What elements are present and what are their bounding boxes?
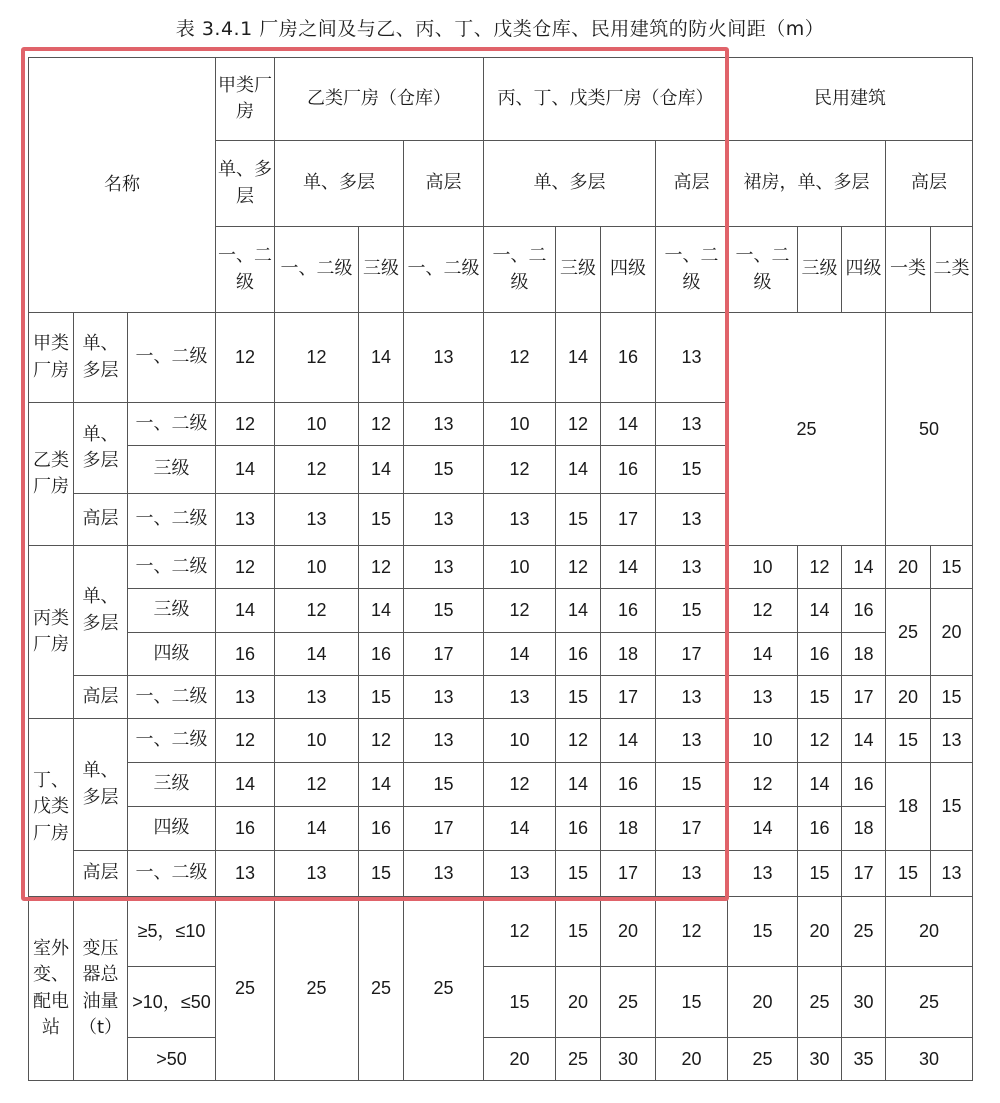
cell: 30 [842,967,886,1038]
cell: 13 [931,719,973,763]
cell: 15 [728,897,798,967]
cell: 25 [601,967,656,1038]
grade-header: 四级 [842,227,886,313]
cell: 20 [886,676,931,719]
cell: 12 [484,589,556,633]
cell: 16 [798,807,842,851]
cell: 15 [798,676,842,719]
cell: 12 [216,403,275,446]
cell: 20 [484,1038,556,1081]
table-title: 表 3.4.1 厂房之间及与乙、丙、丁、戊类仓库、民用建筑的防火间距（m） [175,18,825,40]
group-jia: 甲类厂房 [29,313,74,403]
header-civil-podium: 裙房，单、多层 [728,141,886,227]
grade-label: 一、二级 [128,546,216,589]
cell: 15 [359,494,404,546]
grade-header: 三级 [556,227,601,313]
cell: 15 [886,719,931,763]
cell: 15 [404,589,484,633]
cell: 20 [886,897,973,967]
cell: 16 [359,807,404,851]
cell: 12 [275,589,359,633]
cell: 12 [484,763,556,807]
grade-header: 三级 [798,227,842,313]
sub-high: 高层 [74,676,128,719]
grade-label: 三级 [128,763,216,807]
header-bdw-high: 高层 [656,141,728,227]
cell: 17 [656,807,728,851]
cell: 15 [556,676,601,719]
grade-label: 一、二级 [128,676,216,719]
cell: 14 [216,446,275,494]
cell: 15 [656,589,728,633]
cell: 18 [842,807,886,851]
cell: 12 [216,719,275,763]
cell: 13 [216,494,275,546]
table-row [29,546,973,589]
sub-single-multi: 单、多层 [74,403,128,494]
cell: 13 [484,494,556,546]
grade-label: 一、二级 [128,851,216,897]
grade-header: 一、二级 [216,227,275,313]
cell: 20 [601,897,656,967]
cell: 10 [484,546,556,589]
cell: 15 [404,446,484,494]
cell: 13 [404,403,484,446]
cell: 16 [601,589,656,633]
cell: 12 [798,719,842,763]
cell: 14 [216,763,275,807]
cell: 12 [359,546,404,589]
cell: 13 [656,403,728,446]
cell: 13 [404,313,484,403]
sub-high: 高层 [74,494,128,546]
cell: 14 [601,403,656,446]
cell: 12 [556,719,601,763]
cell: 13 [656,546,728,589]
cell: 17 [601,851,656,897]
group-bing: 丙类厂房 [29,546,74,719]
cell: 10 [275,719,359,763]
cell: 30 [601,1038,656,1081]
cell: 14 [359,446,404,494]
cell: 16 [601,313,656,403]
cell: 15 [886,851,931,897]
cell: 12 [656,897,728,967]
grade-header: 一、二级 [404,227,484,313]
header-bdw-single-multi: 单、多层 [484,141,656,227]
table-row [29,676,973,719]
sub-single-multi: 单、多层 [74,719,128,851]
table-row [29,807,973,851]
sub-high: 高层 [74,851,128,897]
cell: 20 [656,1038,728,1081]
cell: 12 [275,313,359,403]
grade-label: 一、二级 [128,719,216,763]
cell-merged: 20 [931,589,973,676]
header-yi-high: 高层 [404,141,484,227]
cell: 13 [216,851,275,897]
cell: 12 [484,897,556,967]
cell: 18 [601,633,656,676]
cell: 14 [556,313,601,403]
cell: 12 [216,546,275,589]
sub-single-multi: 单、多层 [74,313,128,403]
cell: 25 [798,967,842,1038]
cell: 17 [842,851,886,897]
table-row [29,763,973,807]
cell: 15 [484,967,556,1038]
cell: 16 [556,633,601,676]
cell: 13 [404,494,484,546]
cell: 14 [359,313,404,403]
cell: 10 [484,719,556,763]
cell: 14 [842,719,886,763]
cell-merged: 25 [359,897,404,1081]
table-row [29,851,973,897]
grade-label: 一、二级 [128,313,216,403]
header-jia-single-multi: 单、多层 [216,141,275,227]
cell-merged: 25 [275,897,359,1081]
header-yi: 乙类厂房（仓库） [275,58,484,141]
grade-header: 一、二级 [484,227,556,313]
table-row [29,633,973,676]
cell-merged: 25 [404,897,484,1081]
cell: 16 [601,763,656,807]
cell: 16 [601,446,656,494]
cell: 15 [931,676,973,719]
cell: 13 [656,719,728,763]
cell: 12 [484,446,556,494]
cell: 14 [216,589,275,633]
cell: 13 [484,851,556,897]
cell-merged: 18 [886,763,931,851]
cell: 15 [404,763,484,807]
cell: 15 [556,494,601,546]
cell-merged: 15 [931,763,973,851]
cell: 15 [931,546,973,589]
cell: 14 [842,546,886,589]
header-bing-ding-wu: 丙、丁、戊类厂房（仓库） [484,58,728,141]
grade-label: 四级 [128,807,216,851]
oil-range: >10，≤50 [128,967,216,1038]
cell: 13 [404,546,484,589]
header-civil: 民用建筑 [728,58,973,141]
cell: 12 [728,589,798,633]
table-row [29,313,973,403]
grade-label: 四级 [128,633,216,676]
cell: 12 [216,313,275,403]
cell: 10 [275,403,359,446]
header-civil-high: 高层 [886,141,973,227]
cell: 17 [601,494,656,546]
cell: 14 [728,807,798,851]
group-yi: 乙类厂房 [29,403,74,546]
grade-header: 一类 [886,227,931,313]
cell: 13 [275,676,359,719]
cell: 15 [656,967,728,1038]
cell: 13 [404,851,484,897]
group-substation: 室外变、配电站 [29,897,74,1081]
table-row [29,589,973,633]
grade-header: 一、二级 [275,227,359,313]
cell: 16 [556,807,601,851]
table-row [29,1038,973,1081]
cell: 13 [931,851,973,897]
cell: 20 [728,967,798,1038]
cell: 13 [216,676,275,719]
cell: 13 [656,851,728,897]
cell: 13 [404,676,484,719]
cell: 18 [842,633,886,676]
sub-transformer-oil: 变压器总油量（t） [74,897,128,1081]
grade-label: 三级 [128,589,216,633]
cell: 12 [275,763,359,807]
grade-label: 三级 [128,446,216,494]
table-row [29,897,973,967]
cell: 10 [275,546,359,589]
cell: 17 [842,676,886,719]
cell: 16 [798,633,842,676]
cell: 12 [556,546,601,589]
cell: 12 [556,403,601,446]
cell: 16 [216,633,275,676]
cell: 13 [275,851,359,897]
cell: 14 [601,546,656,589]
cell-merged: 25 [728,313,886,546]
cell: 14 [275,633,359,676]
cell: 12 [484,313,556,403]
cell-merged: 50 [886,313,973,546]
cell: 14 [556,763,601,807]
cell: 20 [556,967,601,1038]
cell: 17 [404,633,484,676]
cell: 13 [656,676,728,719]
cell: 16 [842,589,886,633]
cell: 14 [275,807,359,851]
sub-single-multi: 单、多层 [74,546,128,676]
cell: 12 [275,446,359,494]
cell: 15 [359,676,404,719]
cell: 12 [359,403,404,446]
cell: 16 [216,807,275,851]
cell: 17 [656,633,728,676]
cell: 14 [359,763,404,807]
cell: 15 [556,851,601,897]
cell: 10 [728,546,798,589]
grade-header: 二类 [931,227,973,313]
cell: 14 [556,446,601,494]
cell: 14 [728,633,798,676]
cell: 13 [275,494,359,546]
cell: 12 [798,546,842,589]
cell: 14 [556,589,601,633]
cell: 16 [842,763,886,807]
cell: 13 [728,851,798,897]
cell: 10 [484,403,556,446]
grade-header: 三级 [359,227,404,313]
table-row [29,967,973,1038]
cell: 14 [798,763,842,807]
cell: 20 [798,897,842,967]
cell-merged: 25 [216,897,275,1081]
header-jia: 甲类厂房 [216,58,275,141]
cell: 12 [728,763,798,807]
cell: 10 [728,719,798,763]
cell: 18 [601,807,656,851]
cell: 25 [886,967,973,1038]
cell: 35 [842,1038,886,1081]
cell: 13 [484,676,556,719]
cell: 30 [798,1038,842,1081]
cell: 16 [359,633,404,676]
cell: 14 [601,719,656,763]
cell: 14 [484,807,556,851]
grade-header: 一、二级 [656,227,728,313]
table-row [29,719,973,763]
cell: 20 [886,546,931,589]
cell: 15 [798,851,842,897]
grade-label: 一、二级 [128,494,216,546]
cell: 14 [484,633,556,676]
oil-range: ≥5，≤10 [128,897,216,967]
cell: 13 [404,719,484,763]
cell: 15 [359,851,404,897]
header-name: 名称 [29,58,216,313]
cell: 15 [556,897,601,967]
cell: 13 [728,676,798,719]
cell: 13 [656,494,728,546]
grade-label: 一、二级 [128,403,216,446]
cell-merged: 25 [886,589,931,676]
cell: 13 [656,313,728,403]
fire-distance-table [28,57,973,1081]
cell: 15 [656,446,728,494]
cell: 25 [556,1038,601,1081]
grade-header: 四级 [601,227,656,313]
cell: 12 [359,719,404,763]
cell: 14 [359,589,404,633]
cell: 30 [886,1038,973,1081]
group-ding-wu: 丁、戊类厂房 [29,719,74,897]
oil-range: >50 [128,1038,216,1081]
cell: 25 [842,897,886,967]
cell: 14 [798,589,842,633]
cell: 15 [656,763,728,807]
cell: 25 [728,1038,798,1081]
grade-header: 一、二级 [728,227,798,313]
cell: 17 [404,807,484,851]
header-yi-single-multi: 单、多层 [275,141,404,227]
cell: 17 [601,676,656,719]
